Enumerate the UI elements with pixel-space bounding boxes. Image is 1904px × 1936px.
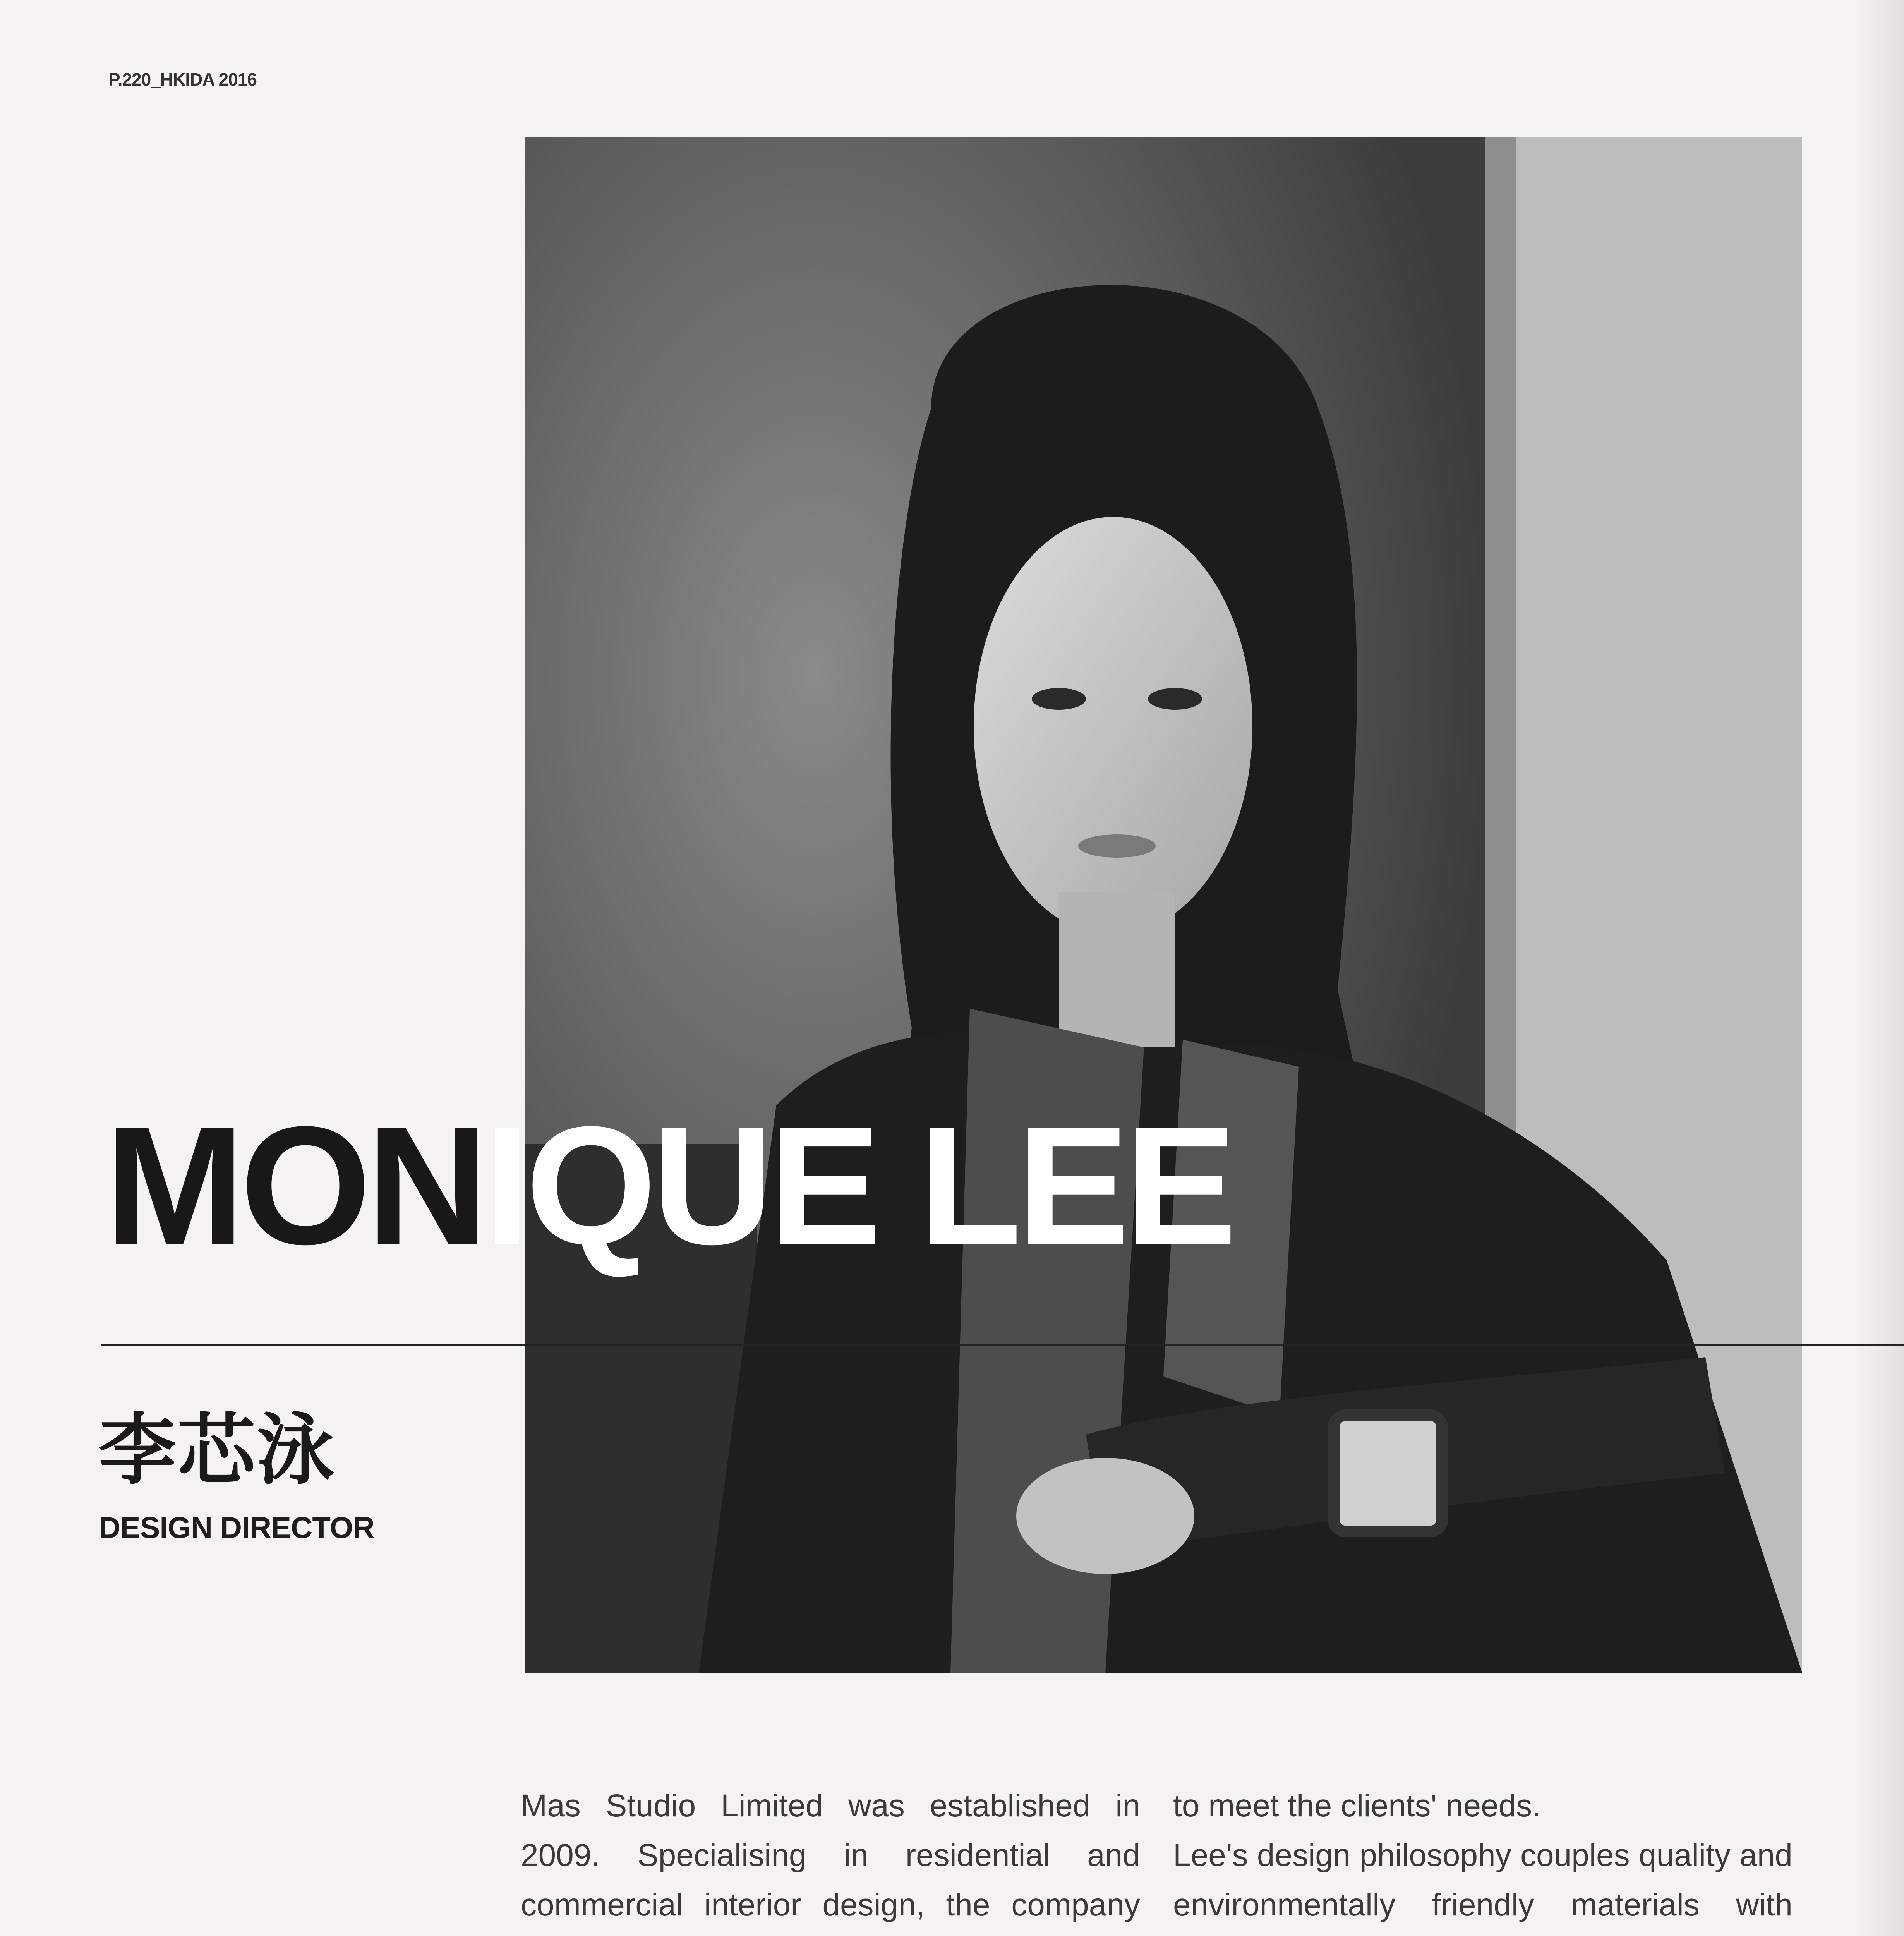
job-title: DESIGN DIRECTOR <box>99 1510 374 1545</box>
portrait-illustration <box>525 137 1802 1673</box>
divider-rule <box>101 1344 1904 1346</box>
person-name-heading <box>105 1092 1233 1280</box>
paragraph-intro: Mas Studio Limited was established in 2009. Specialising in residential and commercial interior design, the company <box>521 1788 1140 1922</box>
portrait-photo <box>525 137 1802 1673</box>
paragraph-philosophy: Lee's design philosophy couples quality and environmentally friendly materials with <box>1173 1838 1793 1922</box>
page-folio: P.220_HKIDA 2016 <box>108 69 257 89</box>
paragraph-continued: to meet the clients' needs. <box>1173 1788 1541 1823</box>
page-edge-shadow <box>1854 0 1904 1936</box>
name-part-white: IQUE LEE <box>483 1092 1233 1280</box>
name-part-black: MON <box>105 1092 484 1280</box>
chinese-name: 李芯泳 <box>99 1405 336 1495</box>
body-column-1 <box>521 1781 1140 1936</box>
body-column-2 <box>1173 1781 1793 1936</box>
